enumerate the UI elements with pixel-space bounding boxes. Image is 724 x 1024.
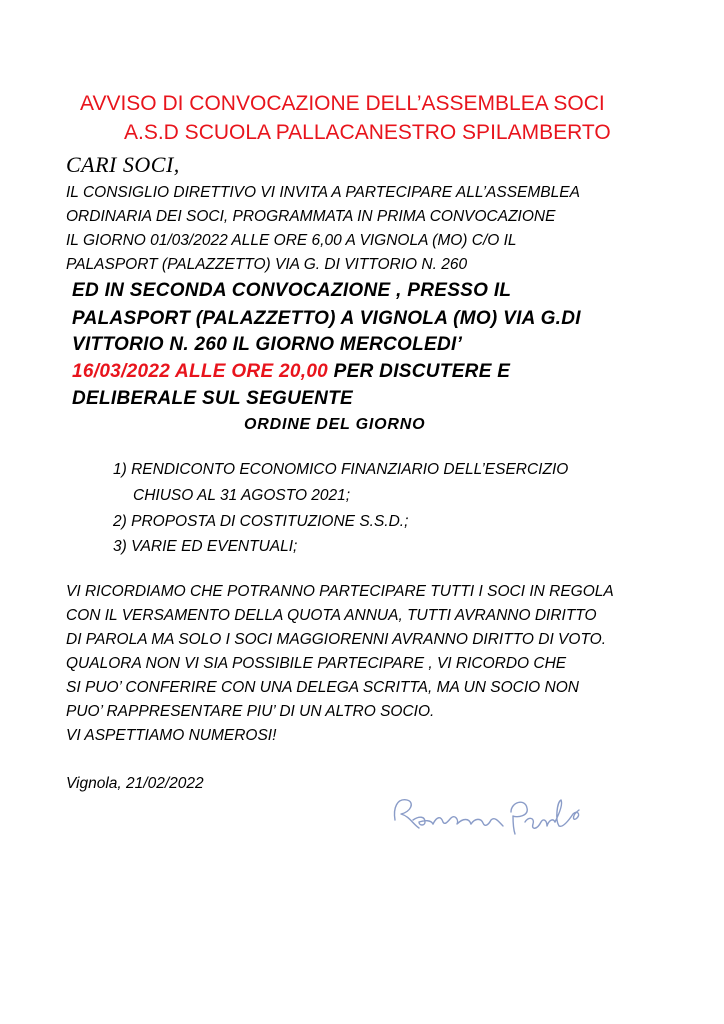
intro-line: IL GIORNO 01/03/2022 ALLE ORE 6,00 A VIGNOLA (MO) C/O IL	[66, 232, 517, 249]
salutation: CARI SOCI,	[66, 152, 180, 177]
agenda-item-continuation: CHIUSO AL 31 AGOSTO 2021;	[133, 487, 351, 504]
second-call-line-rest: PER DISCUTERE E	[328, 361, 511, 382]
closing-line: VI ASPETTIAMO NUMEROSI!	[66, 727, 277, 744]
agenda-item-text: RENDICONTO ECONOMICO FINANZIARIO DELL’ESERCIZIO	[131, 461, 569, 478]
second-call-line: PALASPORT (PALAZZETTO) A VIGNOLA (MO) VIA G.DI	[72, 308, 581, 329]
second-call-line: VITTORIO N. 260 IL GIORNO MERCOLEDI’	[72, 334, 463, 355]
second-call-line: DELIBERALE SUL SEGUENTE	[72, 388, 354, 409]
meeting-date: 16/03/2022 ALLE ORE 20,00	[72, 361, 329, 382]
closing-line: PUO’ RAPPRESENTARE PIU’ DI UN ALTRO SOCIO.	[66, 703, 435, 720]
agenda-item	[113, 513, 408, 531]
closing-line: QUALORA NON VI SIA POSSIBILE PARTECIPARE , VI RICORDO CHE	[66, 655, 567, 672]
second-call-line: ED IN SECONDA CONVOCAZIONE , PRESSO IL	[72, 280, 512, 301]
agenda-item-text: VARIE ED EVENTUALI;	[131, 538, 298, 555]
agenda-item	[113, 538, 297, 556]
agenda-item-number: 1)	[113, 461, 127, 478]
agenda-item-number: 3)	[113, 538, 127, 555]
handwritten-signature-icon	[385, 790, 590, 845]
association-name: A.S.D SCUOLA PALLACANESTRO SPILAMBERTO	[124, 121, 611, 144]
place-date: Vignola, 21/02/2022	[66, 775, 204, 792]
closing-line: VI RICORDIAMO CHE POTRANNO PARTECIPARE TUTTI I SOCI IN REGOLA	[66, 583, 614, 600]
intro-line: ORDINARIA DEI SOCI, PROGRAMMATA IN PRIMA CONVOCAZIONE	[66, 208, 556, 225]
notice-title: AVVISO DI CONVOCAZIONE DELL’ASSEMBLEA SOCI	[80, 92, 605, 115]
agenda-item-number: 2)	[113, 513, 127, 530]
agenda-heading: ORDINE DEL GIORNO	[244, 416, 426, 433]
closing-line: CON IL VERSAMENTO DELLA QUOTA ANNUA, TUTTI AVRANNO DIRITTO	[66, 607, 597, 624]
closing-line: DI PAROLA MA SOLO I SOCI MAGGIORENNI AVRANNO DIRITTO DI VOTO.	[66, 631, 607, 648]
second-call-line	[72, 361, 510, 383]
intro-line: PALASPORT (PALAZZETTO) VIA G. DI VITTORIO N. 260	[66, 256, 468, 273]
agenda-item-text: PROPOSTA DI COSTITUZIONE S.S.D.;	[131, 513, 409, 530]
closing-line: SI PUO’ CONFERIRE CON UNA DELEGA SCRITTA, MA UN SOCIO NON	[66, 679, 579, 696]
intro-line: IL CONSIGLIO DIRETTIVO VI INVITA A PARTECIPARE ALL’ASSEMBLEA	[66, 184, 580, 201]
agenda-item	[113, 461, 568, 479]
